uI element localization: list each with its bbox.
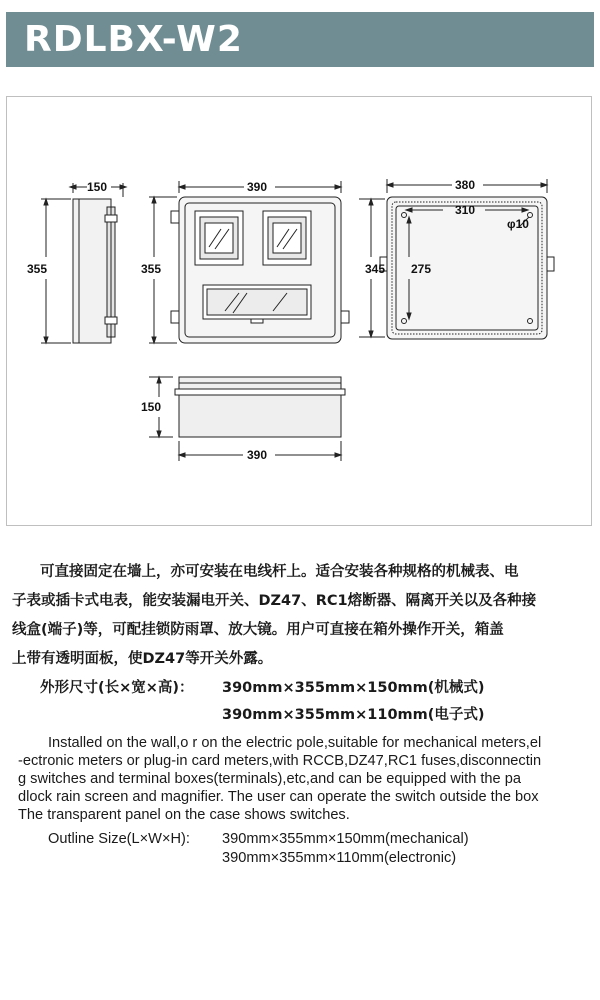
en-line-2: -ectronic meters or plug-in card meters,with RCCB,DZ47,RC1 fuses,disconnectin	[18, 753, 542, 769]
cn-line-1: 可直接固定在墙上，亦可安装在电线杆上。适合安装各种规格的机械表、电	[40, 564, 519, 580]
technical-drawing	[7, 97, 593, 527]
product-title: RDLBX-W2	[24, 19, 243, 60]
en-line-1: Installed on the wall,o r on the electric pole,suitable for mechanical meters,el	[48, 735, 542, 751]
side-view	[41, 183, 126, 343]
en-size-label: Outline Size(L×W×H):	[48, 831, 190, 847]
cn-size-electronic: 390mm×355mm×110mm(电子式)	[222, 707, 485, 723]
dim-front-width: 390	[247, 180, 268, 194]
en-size-mechanical: 390mm×355mm×150mm(mechanical)	[222, 831, 469, 847]
cn-size-label: 外形尺寸(长×宽×高)：	[40, 680, 194, 696]
dim-back-inner-height: 275	[411, 262, 432, 276]
dim-side-height: 355	[27, 262, 48, 276]
dim-back-inner-width: 310	[455, 203, 476, 217]
title-bar	[6, 12, 594, 67]
cn-line-3: 线盒(端子)等，可配挂锁防雨罩、放大镜。用户可直接在箱外操作开关，箱盖	[12, 622, 504, 638]
technical-drawing-frame	[6, 96, 592, 526]
dim-back-height: 345	[365, 262, 386, 276]
cn-size-mechanical: 390mm×355mm×150mm(机械式)	[222, 680, 485, 696]
en-line-3: g switches and terminal boxes(terminals),etc,and can be equipped with the pa	[18, 771, 521, 787]
front-view	[149, 181, 349, 343]
cn-line-4: 上带有透明面板，使DZ47等开关外露。	[12, 651, 273, 667]
dim-side-width: 150	[87, 180, 108, 194]
cn-line-2: 子表或插卡式电表，能安装漏电开关、DZ47、RC1熔断器、隔离开关以及各种接	[12, 593, 537, 609]
dim-back-width: 380	[455, 178, 476, 192]
en-size-electronic: 390mm×355mm×110mm(electronic)	[222, 850, 457, 866]
dim-front-height: 355	[141, 262, 162, 276]
en-line-5: The transparent panel on the case shows switches.	[18, 807, 350, 823]
dim-hole-diameter: φ10	[507, 217, 529, 231]
dim-bottom-depth: 150	[141, 400, 162, 414]
dim-bottom-width: 390	[247, 448, 268, 462]
en-line-4: dlock rain screen and magnifier. The user can operate the switch outside the box	[18, 789, 539, 805]
